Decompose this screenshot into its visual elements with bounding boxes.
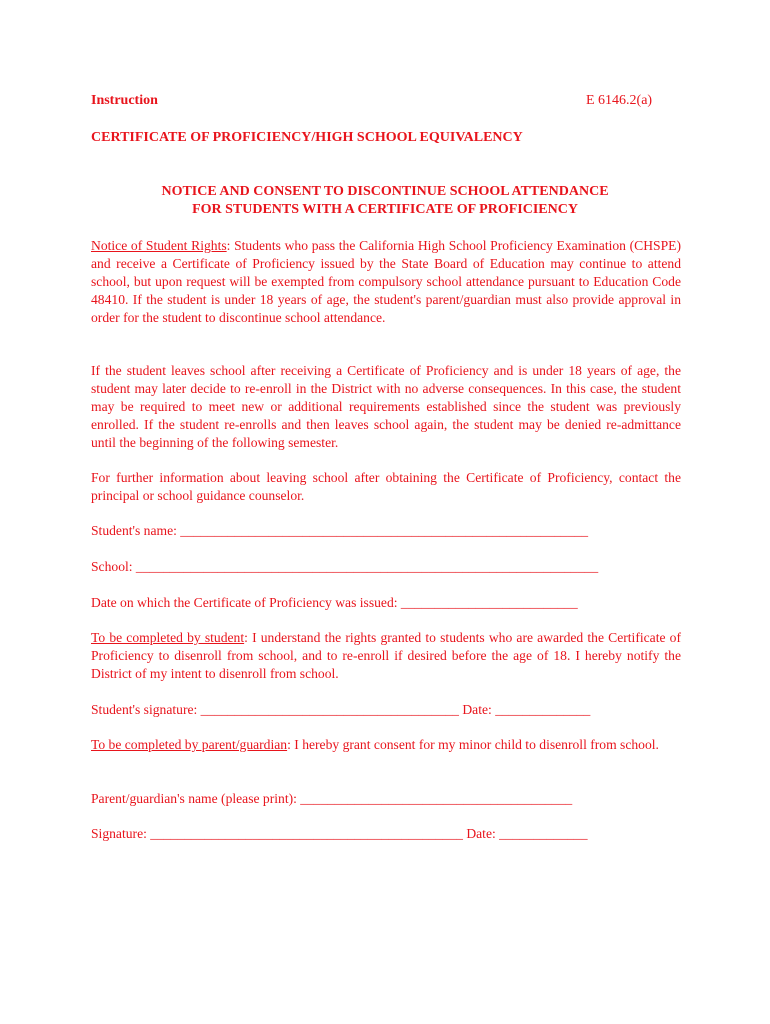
document-title: CERTIFICATE OF PROFICIENCY/HIGH SCHOOL EQUIVALENCY xyxy=(91,130,523,145)
school-field: School: ____________________________________________________________________ xyxy=(91,559,599,574)
student-consent-text: : I understand the rights granted to students who are awarded the Certificate of Proficiency to disenroll from school, and to re-enroll if desired before the age of 18. I hereby notify the District of my intent to disenroll from school. xyxy=(91,630,681,681)
parent-consent-label: To be completed by parent/guardian xyxy=(91,737,288,752)
parent-consent-text: : I hereby grant consent for my minor child to disenroll from school. xyxy=(287,737,659,752)
student-consent-label: To be completed by student xyxy=(91,630,245,645)
student-consent-paragraph xyxy=(91,629,681,683)
student-signature-field: Student's signature: ______________________________________ Date: ______________ xyxy=(91,702,591,717)
header-section-label: Instruction xyxy=(91,93,158,108)
header-policy-code: E 6146.2(a) xyxy=(586,93,653,108)
parent-name-field: Parent/guardian's name (please print): ________________________________________ xyxy=(91,791,573,806)
student-rights-text: : Students who pass the California High School Proficiency Examination (CHSPE) and receive a Certificate of Proficiency issued by the State Board of Education may continue to attend school, but upon request will be exempted from compulsory school attendance pursuant to Education Code 48410. If the student is under 18 years of age, the student's parent/guardian must also provide approval in order for the student to discontinue school attendance. xyxy=(91,238,682,325)
student-rights-paragraph xyxy=(91,237,681,327)
notice-heading-line-1: NOTICE AND CONSENT TO DISCONTINUE SCHOOL ATTENDANCE xyxy=(161,184,609,199)
further-info-paragraph: For further information about leaving school after obtaining the Certificate of Proficiency, contact the principal or school guidance counselor. xyxy=(91,470,681,503)
notice-heading xyxy=(91,183,679,219)
student-rights-label: Notice of Student Rights xyxy=(91,238,227,253)
date-issued-field: Date on which the Certificate of Proficiency was issued: __________________________ xyxy=(91,595,578,610)
parent-signature-field: Signature: ______________________________________________ Date: _____________ xyxy=(91,826,588,841)
notice-heading-line-2: FOR STUDENTS WITH A CERTIFICATE OF PROFICIENCY xyxy=(192,202,578,217)
student-name-field: Student's name: ____________________________________________________________ xyxy=(91,523,589,538)
parent-consent-paragraph xyxy=(91,736,681,754)
reenroll-paragraph: If the student leaves school after receiving a Certificate of Proficiency and is under 18 years of age, the student may later decide to re-enroll in the District with no adverse consequences. In this case, the student may be required to meet new or additional requirements established since the student was previously enrolled. If the student re-enrolls and then leaves school again, the student may be denied re-admittance until the beginning of the following semester. xyxy=(91,363,681,450)
